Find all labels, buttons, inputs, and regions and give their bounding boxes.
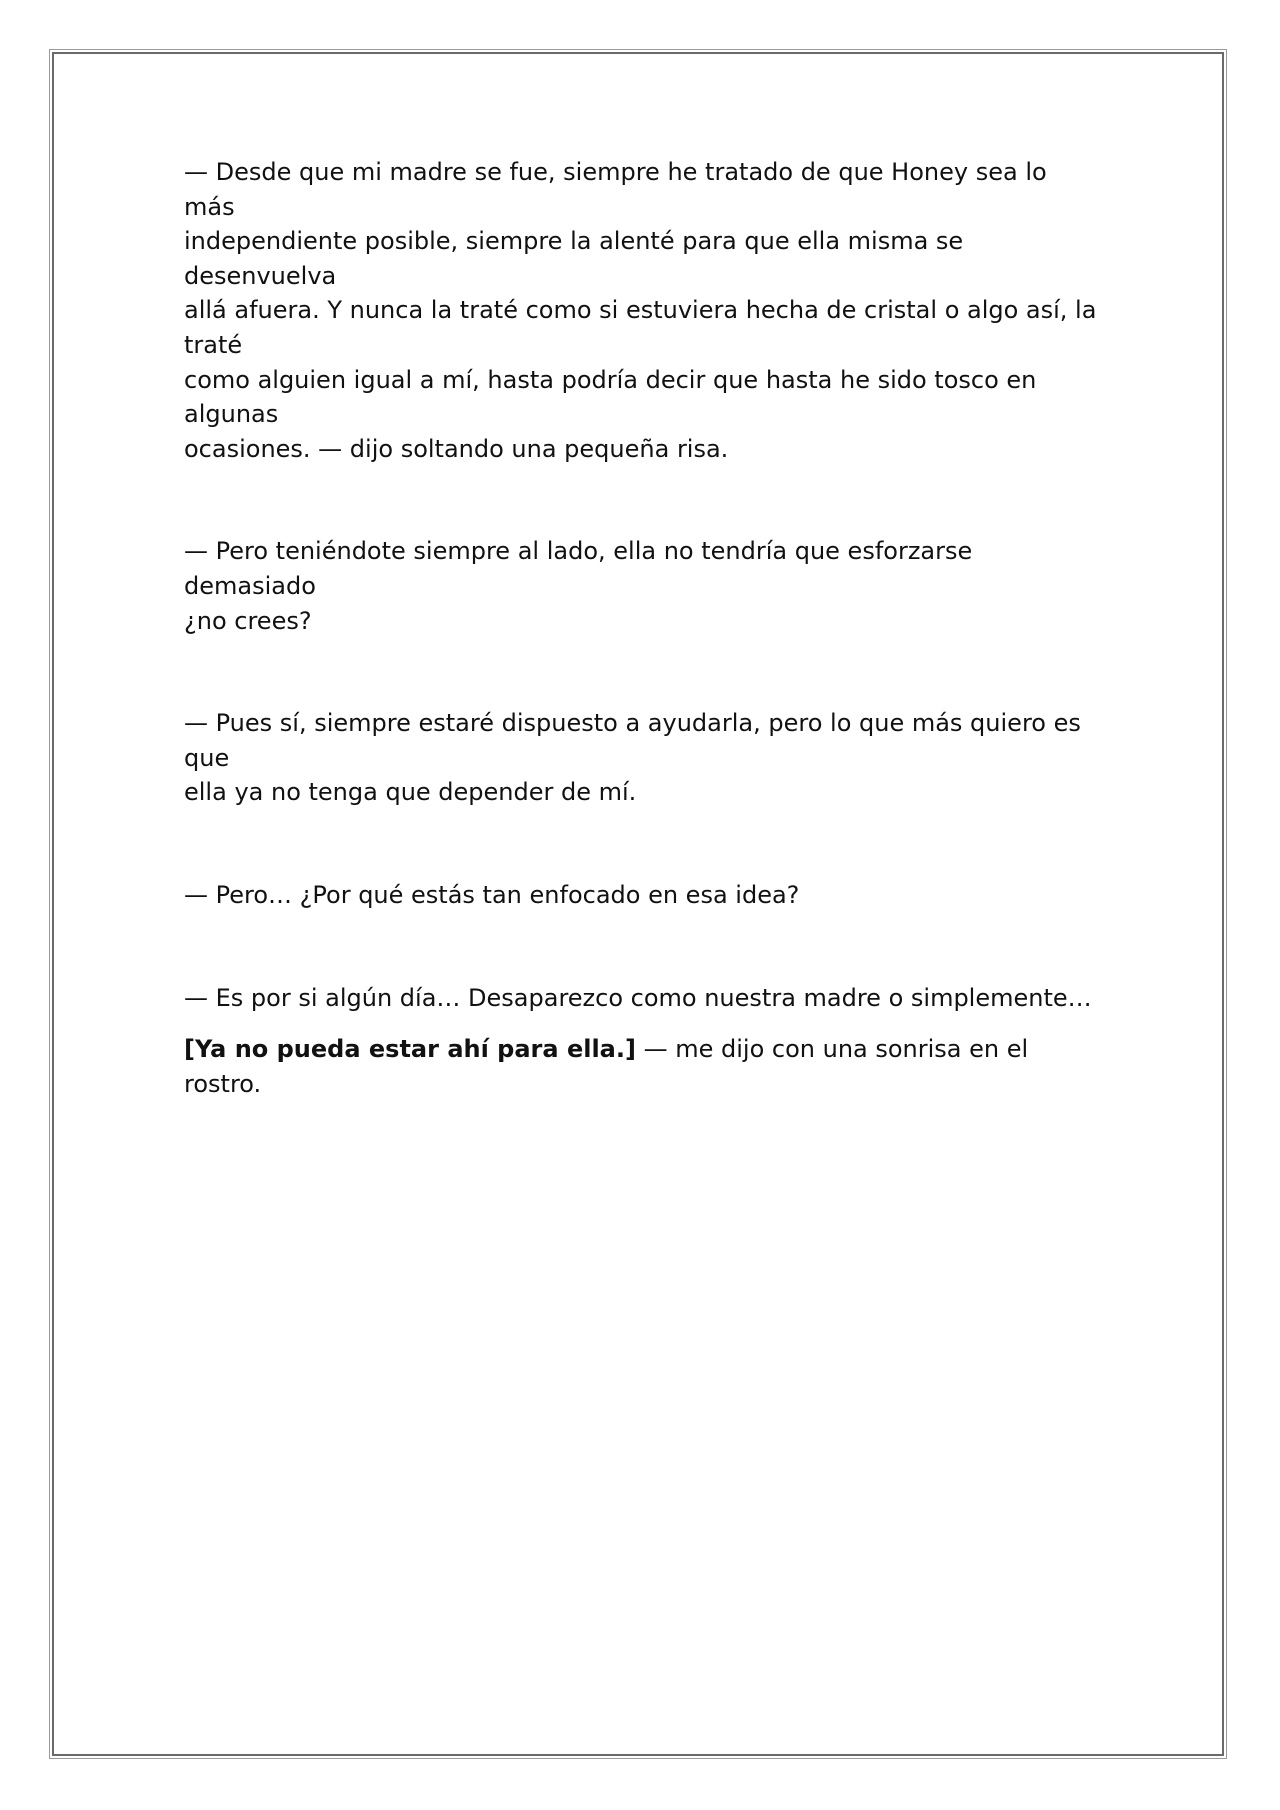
paragraph-spacer	[184, 638, 1104, 706]
paragraph-3: — Pues sí, siempre estaré dispuesto a ayudarla, pero lo que más quiero es que ella ya no tenga que depender de mí.	[184, 709, 1081, 807]
paragraph-4: — Pero… ¿Por qué estás tan enfocado en esa idea?	[184, 880, 800, 909]
paragraph-1: — Desde que mi madre se fue, siempre he tratado de que Honey sea lo más independiente posible, siempre la alenté para que ella misma se desenvuelva allá afuera. Y nunca la traté como si estuviera hecha de cristal o algo así, la traté como alguien igual a mí, hasta podría decir que hasta he sido tosco en algunas ocasiones. — dijo soltando una pequeña risa.	[184, 158, 1097, 463]
paragraph-spacer	[184, 913, 1104, 981]
paragraph-5: — Es por si algún día… Desaparezco como nuestra madre o simplemente…	[184, 983, 1092, 1012]
paragraph-spacer	[184, 1015, 1104, 1032]
final-line-bold: [Ya no pueda estar ahí para ella.]	[184, 1035, 636, 1064]
paragraph-spacer	[184, 466, 1104, 534]
paragraph-2: — Pero teniéndote siempre al lado, ella no tendría que esforzarse demasiado ¿no crees?	[184, 537, 973, 635]
final-line-rest: — me dijo con una sonrisa en el rostro.	[184, 1035, 1029, 1098]
paragraph-spacer	[184, 810, 1104, 878]
document-body	[184, 155, 1104, 1101]
final-line	[184, 1032, 1104, 1101]
